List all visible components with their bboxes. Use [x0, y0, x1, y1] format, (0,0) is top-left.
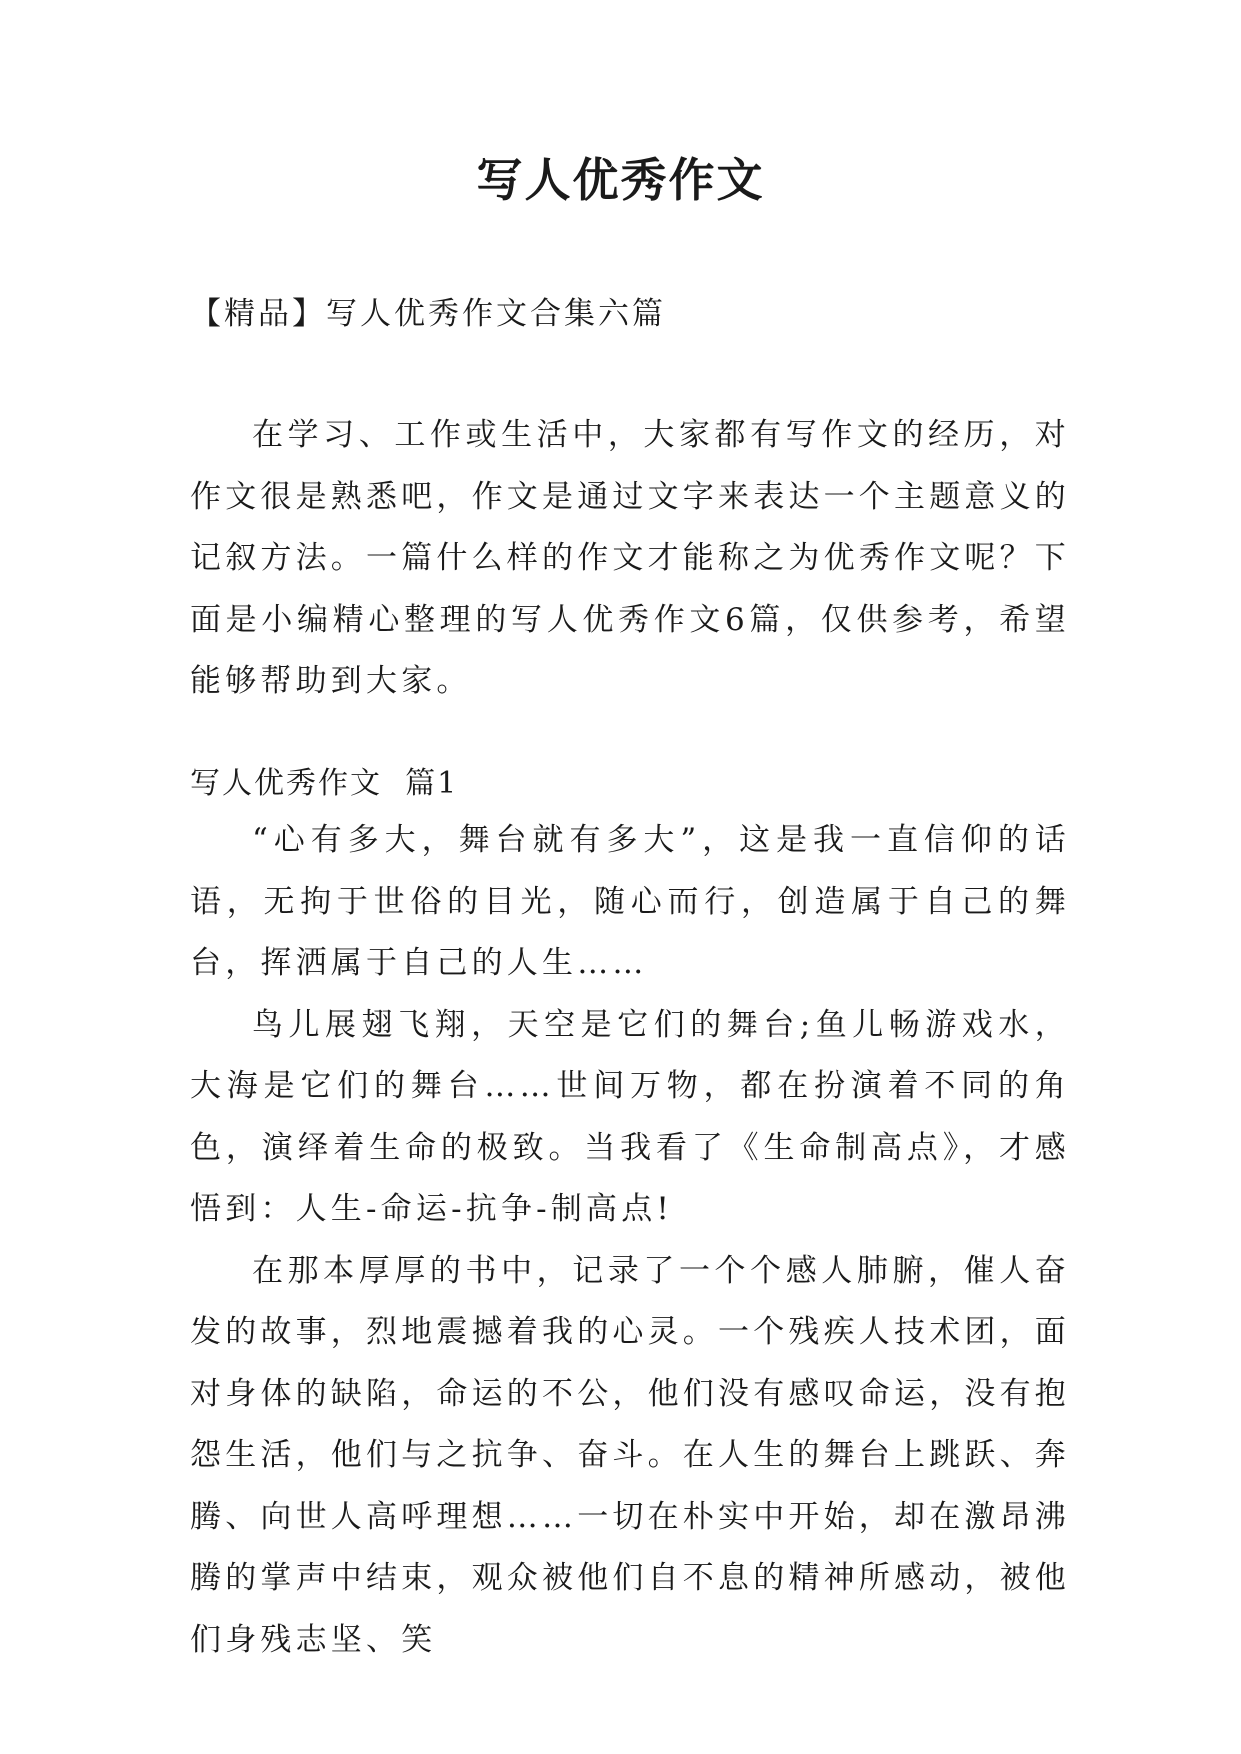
essay-body — [190, 810, 1070, 1671]
intro-section — [190, 405, 1070, 713]
essay-paragraph: “心有多大，舞台就有多大”，这是我一直信仰的话语，无拘于世俗的目光，随心而行，创造属于自己的舞台，挥洒属于自己的人生…… — [190, 822, 1070, 981]
section-heading: 写人优秀作文 篇1 — [190, 766, 459, 801]
intro-paragraph: 在学习、工作或生活中，大家都有写作文的经历，对作文很是熟悉吧，作文是通过文字来表达一个主题意义的记叙方法。一篇什么样的作文才能称之为优秀作文呢？下面是小编精心整理的写人优秀作文6篇，仅供参考，希望能够帮助到大家。 — [190, 417, 1070, 699]
essay-paragraph: 在那本厚厚的书中，记录了一个个感人肺腑，催人奋发的故事，烈地震撼着我的心灵。一个残疾人技术团，面对身体的缺陷，命运的不公，他们没有感叹命运，没有抱怨生活，他们与之抗争、奋斗。在人生的舞台上跳跃、奔腾、向世人高呼理想……一切在朴实中开始，却在激昂沸腾的掌声中结束，观众被他们自不息的精神所感动，被他们身残志坚、笑 — [190, 1252, 1070, 1658]
essay-paragraph: 鸟儿展翅飞翔，天空是它们的舞台;鱼儿畅游戏水，大海是它们的舞台……世间万物，都在扮演着不同的角色，演绎着生命的极致。当我看了《生命制高点》，才感悟到：人生-命运-抗争-制高点! — [190, 1006, 1070, 1227]
document-title: 写人优秀作文 — [476, 153, 765, 207]
document-subtitle: 【精品】写人优秀作文合集六篇 — [190, 296, 666, 332]
